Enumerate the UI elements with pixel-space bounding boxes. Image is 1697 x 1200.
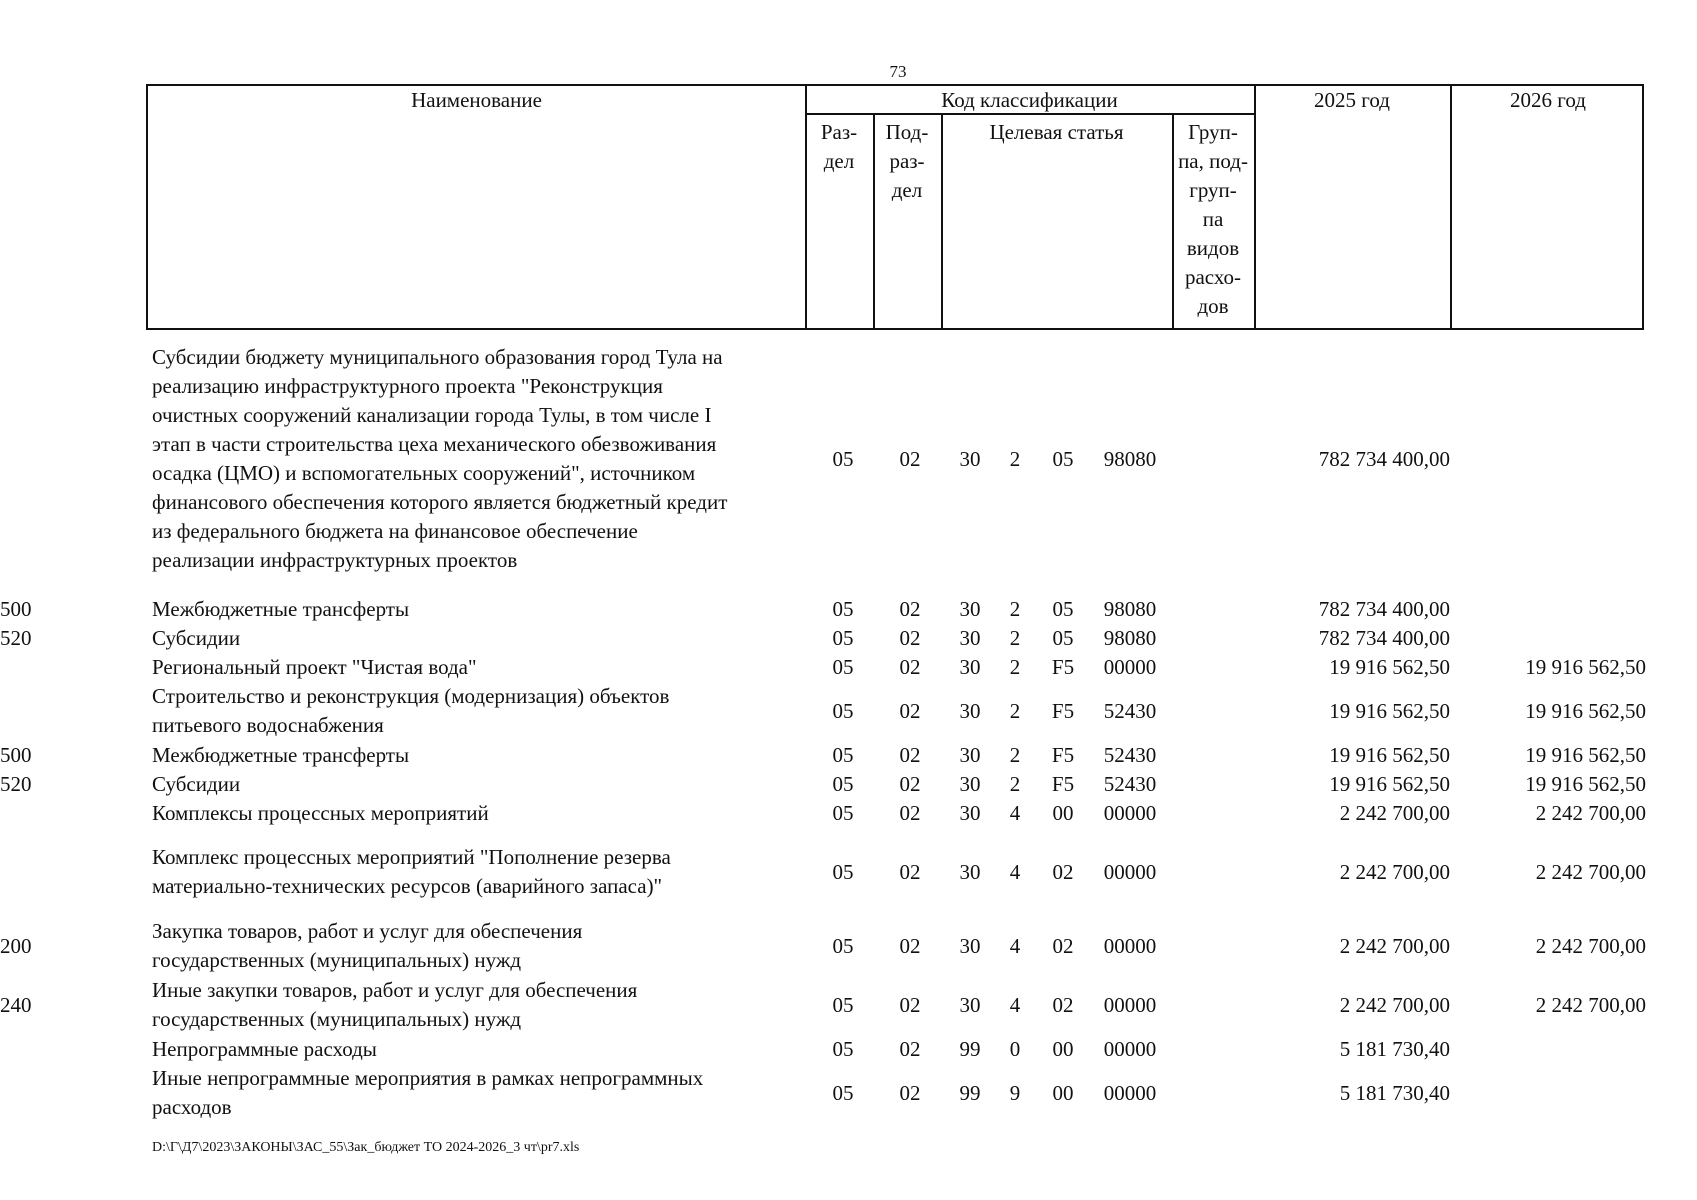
cell-name-line: Региональный проект "Чистая вода"	[152, 655, 477, 679]
cell-target-3: 00	[1052, 1081, 1074, 1105]
cell-podrazdel: 02	[899, 1037, 921, 1061]
cell-target-3: F5	[1051, 743, 1075, 767]
cell-target-2: 9	[1009, 1081, 1021, 1105]
cell-target-2: 2	[1009, 655, 1021, 679]
cell-podrazdel: 02	[899, 801, 921, 825]
cell-amount-2025: 5 181 730,40	[1339, 1037, 1450, 1061]
cell-razdel: 05	[832, 772, 854, 796]
cell-name-line: Субсидии	[152, 626, 241, 650]
cell-target-4: 52430	[1103, 772, 1157, 796]
cell-target-2: 4	[1009, 860, 1021, 884]
cell-target-1: 30	[959, 993, 981, 1017]
cell-target-1: 99	[959, 1037, 981, 1061]
cell-name	[152, 1064, 802, 1122]
cell-target-2: 2	[1009, 772, 1021, 796]
cell-name-line: Межбюджетные трансферты	[152, 743, 410, 767]
cell-target-4: 00000	[1103, 655, 1157, 679]
cell-name-line: Непрограммные расходы	[152, 1037, 377, 1061]
cell-expense-group: 520	[0, 772, 32, 796]
cell-podrazdel: 02	[899, 655, 921, 679]
cell-amount-2025: 782 734 400,00	[1318, 597, 1450, 621]
footer-file-path: D:\Г\Д7\2023\ЗАКОНЫ\ЗАС_55\Зак_бюджет ТО 2024-2026_3 чт\pr7.xls	[152, 1140, 580, 1155]
header-group-line: Груп-	[1188, 120, 1238, 144]
cell-amount-2025: 2 242 700,00	[1339, 860, 1450, 884]
cell-name	[152, 343, 802, 575]
cell-name	[152, 741, 802, 770]
cell-name-line: расходов	[152, 1095, 232, 1119]
cell-amount-2025: 19 916 562,50	[1329, 655, 1450, 679]
header-podrazdel-line: дел	[891, 178, 923, 202]
cell-target-4: 00000	[1103, 1037, 1157, 1061]
cell-name-line: очистных сооружений канализации города Тулы, в том числе I	[152, 403, 712, 427]
header-name: Наименование	[411, 88, 542, 112]
cell-name-line: Иные закупки товаров, работ и услуг для обеспечения	[152, 978, 638, 1002]
cell-target-4: 52430	[1103, 699, 1157, 723]
cell-amount-2026: 2 242 700,00	[1535, 934, 1646, 958]
cell-name-line: государственных (муниципальных) нужд	[152, 1007, 522, 1031]
cell-target-3: 02	[1052, 860, 1074, 884]
cell-target-3: 00	[1052, 1037, 1074, 1061]
header-group-line: па	[1202, 207, 1224, 231]
cell-razdel: 05	[832, 860, 854, 884]
cell-amount-2026: 19 916 562,50	[1525, 699, 1646, 723]
cell-target-4: 98080	[1103, 447, 1157, 471]
cell-target-1: 30	[959, 801, 981, 825]
cell-amount-2026: 19 916 562,50	[1525, 743, 1646, 767]
cell-podrazdel: 02	[899, 699, 921, 723]
cell-razdel: 05	[832, 1037, 854, 1061]
cell-name	[152, 917, 802, 975]
cell-expense-group: 200	[0, 934, 32, 958]
cell-name-line: из федерального бюджета на финансовое обеспечение	[152, 519, 638, 543]
cell-target-3: 02	[1052, 993, 1074, 1017]
cell-name-line: реализацию инфраструктурного проекта "Реконструкция	[152, 374, 663, 398]
cell-name	[152, 653, 802, 682]
header-podrazdel-line: Под-	[885, 120, 929, 144]
cell-name-line: Субсидии	[152, 772, 241, 796]
cell-amount-2025: 19 916 562,50	[1329, 743, 1450, 767]
cell-target-1: 30	[959, 447, 981, 471]
cell-target-4: 00000	[1103, 934, 1157, 958]
cell-target-1: 30	[959, 626, 981, 650]
cell-name	[152, 595, 802, 624]
cell-razdel: 05	[832, 597, 854, 621]
cell-podrazdel: 02	[899, 934, 921, 958]
header-group-line: дов	[1197, 294, 1229, 318]
cell-target-4: 98080	[1103, 626, 1157, 650]
header-target-article: Целевая статья	[989, 120, 1124, 144]
cell-target-1: 30	[959, 597, 981, 621]
table-row	[0, 1064, 1697, 1122]
cell-name-line: материально-технических ресурсов (аварийного запаса)"	[152, 874, 663, 898]
cell-name-line: Межбюджетные трансферты	[152, 597, 410, 621]
cell-podrazdel: 02	[899, 772, 921, 796]
cell-razdel: 05	[832, 934, 854, 958]
cell-name-line: этап в части строительства цеха механического обезвоживания	[152, 432, 717, 456]
table-row	[0, 624, 1697, 653]
cell-amount-2025: 19 916 562,50	[1329, 699, 1450, 723]
cell-amount-2025: 782 734 400,00	[1318, 447, 1450, 471]
cell-amount-2025: 2 242 700,00	[1339, 801, 1450, 825]
cell-target-4: 00000	[1103, 860, 1157, 884]
header-group	[1172, 118, 1254, 321]
table-row	[0, 843, 1697, 901]
header-razdel-line: Раз-	[820, 120, 858, 144]
cell-podrazdel: 02	[899, 447, 921, 471]
cell-name	[152, 770, 802, 799]
header-year-2025: 2025 год	[1314, 88, 1390, 112]
header-group-line: расхо-	[1184, 265, 1242, 289]
cell-target-3: 00	[1052, 801, 1074, 825]
header-divider	[1450, 86, 1452, 328]
cell-amount-2025: 2 242 700,00	[1339, 934, 1450, 958]
cell-target-2: 4	[1009, 993, 1021, 1017]
cell-target-2: 2	[1009, 743, 1021, 767]
cell-target-3: 05	[1052, 626, 1074, 650]
cell-target-1: 30	[959, 860, 981, 884]
cell-razdel: 05	[832, 1081, 854, 1105]
cell-target-2: 2	[1009, 597, 1021, 621]
cell-amount-2025: 5 181 730,40	[1339, 1081, 1450, 1105]
cell-expense-group: 500	[0, 743, 32, 767]
cell-podrazdel: 02	[899, 597, 921, 621]
header-divider	[1254, 86, 1256, 328]
table-row	[0, 799, 1697, 828]
cell-target-3: F5	[1051, 772, 1075, 796]
cell-name-line: Закупка товаров, работ и услуг для обеспечения	[152, 919, 583, 943]
table-header	[146, 84, 1644, 330]
cell-target-3: F5	[1051, 699, 1075, 723]
cell-name-line: государственных (муниципальных) нужд	[152, 948, 522, 972]
cell-target-1: 30	[959, 699, 981, 723]
header-podrazdel-line: раз-	[889, 149, 925, 173]
header-code-classification: Код классификации	[941, 88, 1118, 112]
cell-name	[152, 843, 802, 901]
cell-target-3: F5	[1051, 655, 1075, 679]
cell-target-1: 30	[959, 934, 981, 958]
header-group-line: па, под-	[1178, 149, 1248, 173]
cell-name-line: Строительство и реконструкция (модернизация) объектов	[152, 684, 670, 708]
cell-target-2: 4	[1009, 934, 1021, 958]
cell-podrazdel: 02	[899, 860, 921, 884]
cell-target-3: 02	[1052, 934, 1074, 958]
cell-name-line: финансового обеспечения которого является бюджетный кредит	[152, 490, 728, 514]
header-razdel	[805, 118, 873, 176]
cell-target-1: 99	[959, 1081, 981, 1105]
cell-name-line: реализации инфраструктурных проектов	[152, 548, 518, 572]
cell-razdel: 05	[832, 447, 854, 471]
cell-podrazdel: 02	[899, 1081, 921, 1105]
cell-razdel: 05	[832, 801, 854, 825]
table-row	[0, 653, 1697, 682]
cell-podrazdel: 02	[899, 993, 921, 1017]
cell-name-line: Субсидии бюджету муниципального образования город Тула на	[152, 345, 723, 369]
cell-amount-2026: 2 242 700,00	[1535, 860, 1646, 884]
cell-amount-2026: 19 916 562,50	[1525, 655, 1646, 679]
header-razdel-line: дел	[823, 149, 855, 173]
cell-target-2: 2	[1009, 626, 1021, 650]
cell-name	[152, 976, 802, 1034]
header-podrazdel	[873, 118, 941, 205]
cell-amount-2026: 2 242 700,00	[1535, 993, 1646, 1017]
cell-name-line: Комплекс процессных мероприятий "Пополнение резерва	[152, 845, 671, 869]
cell-target-1: 30	[959, 772, 981, 796]
cell-target-2: 4	[1009, 801, 1021, 825]
cell-target-2: 0	[1009, 1037, 1021, 1061]
cell-target-4: 00000	[1103, 1081, 1157, 1105]
cell-target-4: 52430	[1103, 743, 1157, 767]
cell-target-2: 2	[1009, 699, 1021, 723]
header-group-line: видов	[1186, 236, 1240, 260]
cell-razdel: 05	[832, 699, 854, 723]
cell-name	[152, 799, 802, 828]
cell-expense-group: 240	[0, 993, 32, 1017]
table-row	[0, 343, 1697, 575]
cell-target-2: 2	[1009, 447, 1021, 471]
cell-expense-group: 520	[0, 626, 32, 650]
cell-podrazdel: 02	[899, 743, 921, 767]
table-row	[0, 741, 1697, 770]
cell-razdel: 05	[832, 626, 854, 650]
cell-name	[152, 682, 802, 740]
cell-podrazdel: 02	[899, 626, 921, 650]
cell-name	[152, 1035, 802, 1064]
table-row	[0, 595, 1697, 624]
cell-razdel: 05	[832, 655, 854, 679]
cell-target-1: 30	[959, 655, 981, 679]
table-row	[0, 1035, 1697, 1064]
cell-target-4: 00000	[1103, 993, 1157, 1017]
cell-target-4: 00000	[1103, 801, 1157, 825]
table-row	[0, 682, 1697, 740]
cell-target-3: 05	[1052, 447, 1074, 471]
cell-amount-2025: 2 242 700,00	[1339, 993, 1450, 1017]
cell-amount-2025: 19 916 562,50	[1329, 772, 1450, 796]
cell-name-line: Иные непрограммные мероприятия в рамках непрограммных	[152, 1066, 704, 1090]
cell-amount-2026: 2 242 700,00	[1535, 801, 1646, 825]
cell-amount-2025: 782 734 400,00	[1318, 626, 1450, 650]
cell-target-1: 30	[959, 743, 981, 767]
cell-target-3: 05	[1052, 597, 1074, 621]
cell-expense-group: 500	[0, 597, 32, 621]
table-row	[0, 976, 1697, 1034]
cell-razdel: 05	[832, 993, 854, 1017]
cell-name-line: Комплексы процессных мероприятий	[152, 801, 489, 825]
header-group-line: груп-	[1189, 178, 1237, 202]
table-row	[0, 770, 1697, 799]
cell-amount-2026: 19 916 562,50	[1525, 772, 1646, 796]
cell-target-4: 98080	[1103, 597, 1157, 621]
header-year-2026: 2026 год	[1510, 88, 1586, 112]
cell-razdel: 05	[832, 743, 854, 767]
table-row	[0, 917, 1697, 975]
cell-name	[152, 624, 802, 653]
page-number: 73	[889, 62, 907, 81]
cell-name-line: питьевого водоснабжения	[152, 713, 384, 737]
cell-name-line: осадка (ЦМО) и вспомогательных сооружений", источником	[152, 461, 696, 485]
